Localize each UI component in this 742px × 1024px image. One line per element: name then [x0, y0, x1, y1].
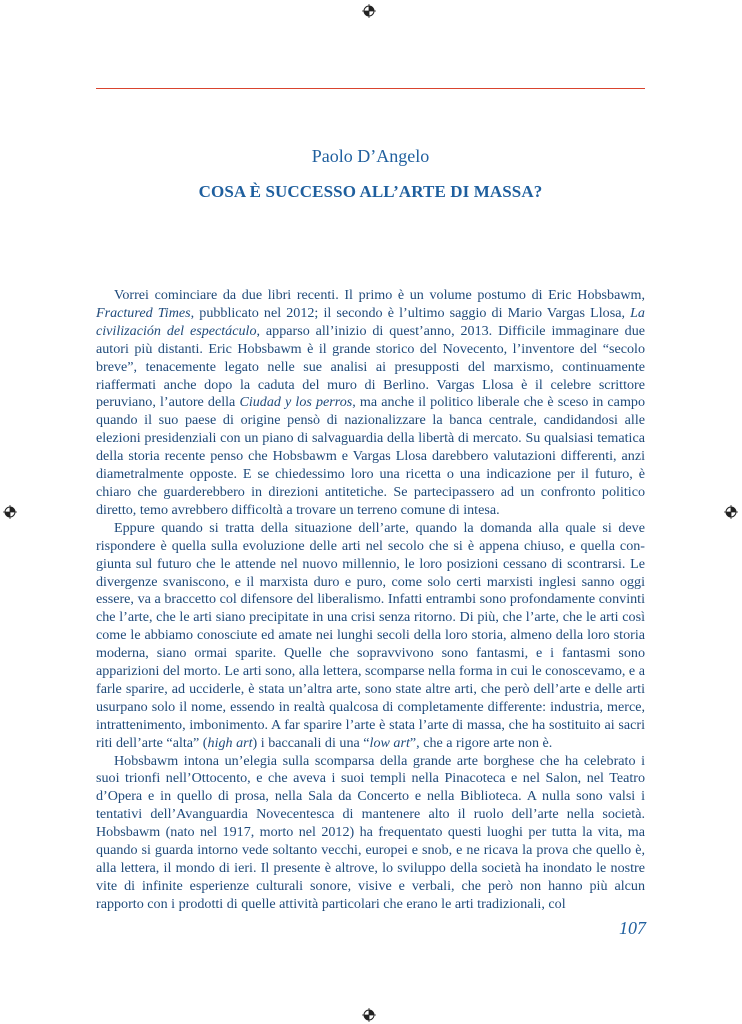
text-run: Vorrei cominciare da due libri recenti. Il primo è un volume postumo di Eric Hobsbawm,: [114, 287, 645, 303]
article-title: COSA È SUCCESSO ALL’ARTE DI MASSA?: [198, 182, 543, 201]
registration-mark-icon: [362, 1008, 376, 1022]
text-run: ”, che a rigore arte non è.: [409, 734, 553, 751]
page-number: 107: [619, 918, 646, 938]
header-rule: [96, 88, 645, 89]
text-run: , pubblicato nel 2012; il secondo è l’ultimo saggio di Mario Vargas Llosa,: [190, 304, 631, 321]
italic-text: Ciudad y los perros: [239, 394, 353, 411]
italic-text: Fractured Times: [96, 304, 191, 321]
text-run: Hobsbawm intona un’elegia sulla scomparsa della grande arte borghese che ha celebrato i suoi trionfi nell’Ottocento, e che aveva i suoi templi nella Pinacoteca e nel Salon, nel Teatro d’Opera e in quello di prosa, nella Sala da Concerto e nella Biblioteca. A nulla sono valsi i tentativi dell’Avanguardia Novecentesca di mantenere alto il ruolo dell’arte nella società. Hobsbawm (nato nel 1917, morto nel 2012) ha frequentato questi luoghi per tutta la vita, ma quando si guarda intorno vede soltanto vecchi, europei e snob, e ne ricava la prova che quello è, alla lettera, il mondo di ieri. Il presente è altrove, lo sviluppo della società ha inondato le nostre vite di infinite esperienze culturali sonore, visive e verbali, che però non hanno più alcun rapporto con i prodotti di quelle attività particolari che erano le arti tradizionali, col: [96, 752, 645, 912]
text-run: , apparso all’inizio di quest’anno, 2013. Difficile immaginare due autori più distanti. Eric Hobsbawm è il grande storico del Novecento, l’inventore del “secolo breve”, tenacemente legato nelle sue analisi ai presupposti del marxismo, continuamente riaffermati anche dopo la caduta del muro di Berlino. Vargas Llosa è il celebre scrittore peruviano, l’autore della: [96, 322, 645, 411]
article-body: [96, 287, 645, 914]
text-run: , ma anche il politico liberale che è sceso in campo quando il suo paese di origine pensò di nazionalizzare la banca centrale, candidandosi alle elezioni presidenziali con un piano di salvaguardia della libertà di mercato. Su qualsiasi tematica della storia recente penso che Hobsbawm e Vargas Llosa darebbero valutazioni differenti, anzi diametralmente opposte. E se chiedessimo loro una ricetta o una indicazione per il futuro, è chiaro che guarderebbero in direzioni antitetiche. Se partecipassero ad un confronto politico diretto, temo avrebbero difficoltà a trovare un terreno comune di intesa.: [96, 394, 645, 518]
italic-text: La civilización del espectáculo: [96, 304, 645, 339]
body-paragraph: [96, 287, 645, 520]
author-name: Paolo D’Angelo: [311, 146, 430, 166]
body-paragraph: [96, 753, 645, 914]
italic-text: low art: [369, 734, 410, 751]
body-paragraph: [96, 520, 645, 753]
italic-text: high art: [207, 734, 253, 751]
registration-mark-icon: [362, 4, 376, 18]
registration-mark-icon: [724, 505, 738, 519]
text-run: Eppure quando si tratta della situazione dell’arte, quando la domanda alla quale si deve rispondere è quella sulla evoluzione delle arti nel secolo che si è appena chiuso, e quella congiunta sul futuro che le attende nel nuovo millennio, le loro posizioni cessano di scontrarsi. Le divergenze svaniscono, e il marxista duro e puro, come solo certi marxisti inglesi sanno oggi essere, va a braccetto col difensore del liberalismo. Infatti entrambi sono profondamente convinti che l’arte, che le arti siano precipitate in una crisi senza ritorno. Di più, che l’arte, che le arti così come le abbiamo conosciute ed amate nei lunghi secoli della loro storia, almeno della loro storia moderna, siano ormai sparite. Quelle che sopravvivono sono fantasmi, e i fantasmi sono apparizioni del morto. Le arti sono, alla lettera, scomparse nella forma in cui le conoscevamo, e a farle sparire, ad ucciderle, è stata un’altra arte, sono state altre arti, che però dell’arte e delle arti usurpano solo il nome, essendo in realtà qualcosa di completamente differente: industria, merce, intrattenimento, imbonimento. A far sparire l’arte è stata l’arte di massa, che ha sostituito ai sacri riti dell’arte “alta” (: [96, 519, 645, 751]
text-run: ) i baccanali di una “: [252, 734, 370, 751]
registration-mark-icon: [3, 505, 17, 519]
